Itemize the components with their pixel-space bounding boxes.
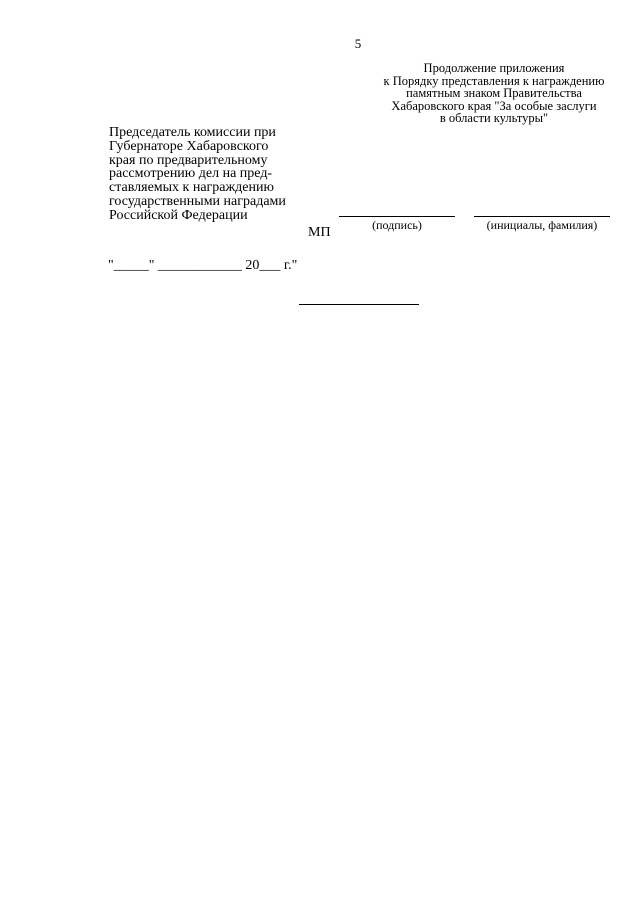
signer-title-line: Губернаторе Хабаровского [109,138,269,154]
name-line [474,216,610,217]
seal-placeholder: МП [308,225,331,240]
appendix-header [372,62,616,125]
page-number: 5 [354,36,362,51]
appendix-header-line: Хабаровского края "За особые заслуги [391,98,597,113]
signer-title-line: Председатель комиссии при [109,125,276,140]
signer-title-line: Российской Федерации [109,207,248,223]
signer-title-block [109,126,286,223]
signer-title-line: государственными наградами [109,193,286,209]
signature-line [339,216,455,217]
end-rule [299,304,419,305]
signer-title-line: рассмотрению дел на пред- [109,166,273,182]
appendix-header-line: в области культуры" [439,111,549,125]
name-caption: (инициалы, фамилия) [486,218,598,232]
date-line: "_____" ____________ 20___ г." [108,258,298,273]
appendix-header-line: памятным знаком Правительства [406,86,582,100]
signer-title-line: ставляемых к награждению [109,180,274,196]
signature-caption: (подпись) [372,218,422,232]
appendix-header-line: Продолжение приложения [423,61,565,75]
appendix-header-line: к Порядку представления к награждению [383,73,605,88]
signer-title-line: края по предварительному [109,152,268,168]
